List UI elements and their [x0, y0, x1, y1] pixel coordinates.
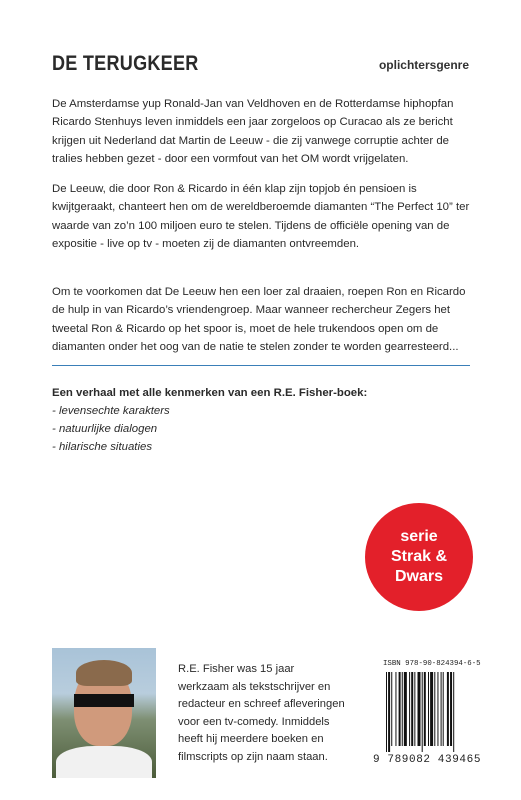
barcode-digits: 9 789082 439465 [373, 754, 482, 766]
barcode-bar [443, 672, 444, 746]
isbn-label: ISBN 978-90-824394-6-5 [383, 660, 481, 668]
photo-censor-bar [74, 694, 134, 707]
features-heading: Een verhaal met alle kenmerken van een R.E. Fisher-boek: [52, 387, 368, 399]
series-badge [365, 503, 473, 611]
blurb-paragraph-3: Om te voorkomen dat De Leeuw hen een loer zal draaien, roepen Ron en Ricardo de hulp in van Ricardo’s vriendengroep. Maar wanneer rechercheur Zegers het tweetal Ron & Ricardo op het spoor is, moet de hele trukendoos open om de diamanten onder het oog van de natie te stelen zonder te worden gearresteerd... [52, 286, 466, 354]
author-photo [52, 648, 156, 778]
photo-shirt [56, 746, 152, 778]
barcode-bar [414, 672, 415, 746]
genre-label: oplichtersgenre [378, 58, 469, 72]
barcode-bar [402, 672, 403, 746]
barcode-bar [441, 672, 442, 746]
barcode-bar [391, 672, 392, 746]
barcode-bar [447, 672, 449, 746]
barcode-bar [453, 672, 454, 752]
barcode-bar [428, 672, 429, 746]
divider-rule [52, 365, 470, 366]
feature-item: - levensechte karakters [52, 405, 170, 417]
barcode-bar [409, 672, 410, 746]
barcode-bar [411, 672, 413, 746]
barcode-bar [434, 672, 435, 746]
author-bio: R.E. Fisher was 15 jaar werkzaam als tekstschrijver en redacteur en schreef afleveringen voor een tv-comedy. Inmiddels heeft hij meerdere boeken en filmscripts op zijn naam staan. [178, 663, 345, 763]
photo-hair [76, 660, 132, 686]
book-title: DE TERUGKEER [52, 52, 199, 75]
barcode-bar [386, 672, 387, 752]
barcode-bar [430, 672, 433, 746]
feature-item: - natuurlijke dialogen [52, 423, 158, 435]
barcode-bar [437, 672, 438, 746]
barcode-bar [418, 672, 421, 746]
series-badge-line: Strak & [390, 548, 448, 565]
feature-item: - hilarische situaties [52, 441, 153, 453]
barcode-bar [450, 672, 452, 746]
blurb-paragraph-1: De Amsterdamse yup Ronald-Jan van Veldhoven en de Rotterdamse hiphopfan Ricardo Stenhuys leven inmiddels een jaar zorgeloos op Curacao als ze bericht krijgen uit Nederland dat Martin de Leeuw - die zij vanwege corruptie achter de tralies hebben gezet - door een vormfout van het OM wordt vrijgelaten. [52, 98, 454, 166]
series-badge-line: serie [400, 528, 438, 545]
features-block [52, 384, 470, 456]
barcode-bar [399, 672, 401, 746]
barcode-bar [424, 672, 426, 746]
barcode [385, 672, 473, 752]
barcode-bar [388, 672, 390, 752]
series-badge-line: Dwars [394, 568, 444, 585]
barcode-bar [422, 672, 423, 752]
blurb-paragraph-2: De Leeuw, die door Ron & Ricardo in één klap zijn topjob én pensioen is kwijtgeraakt, chanteert hen om de wereldberoemde diamanten “The Perfect 10” ter waarde van zo’n 100 miljoen euro te stelen. Tijdens de officiële opening van de expositie - live op tv - moeten zij de diamanten ontvreemden. [52, 183, 470, 251]
barcode-bar [404, 672, 407, 746]
barcode-bar [395, 672, 396, 746]
